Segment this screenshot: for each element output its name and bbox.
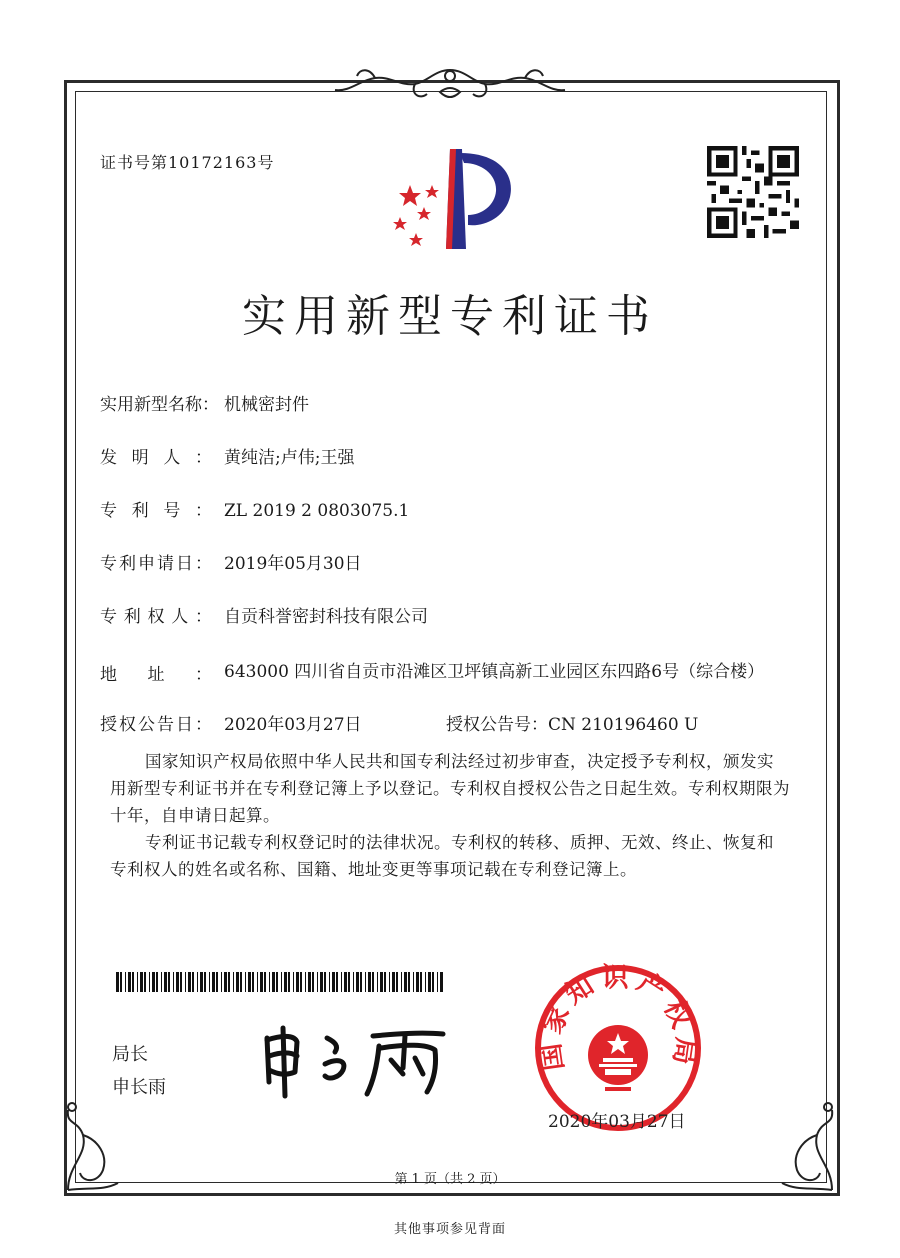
field-inventor-label: 发明人： [100,448,212,468]
director-title: 局长 [112,1044,148,1065]
field-name-value: 机械密封件 [224,395,309,415]
director-name: 申长雨 [112,1077,166,1098]
field-patent-no [100,496,409,521]
field-filing-date-value: 2019年05月30日 [224,554,362,574]
field-owner [100,602,428,627]
field-inventor [100,443,354,468]
field-pub-no [446,710,698,735]
field-inventor-value: 黄纯洁;卢伟;王强 [224,448,355,468]
top-border-ornament-icon [315,62,585,112]
field-name [100,390,309,415]
director-signature-icon [255,1020,455,1100]
patent-office-logo-icon [380,145,520,255]
field-pub-date-label: 授权公告日： [100,715,212,735]
certificate-number: 证书号第10172163号 [100,153,275,172]
field-address-label: 地址： [100,665,212,685]
field-pub-no-value: CN 210196460 U [548,715,699,735]
footer-note: 其他事项参见背面 [393,1222,506,1237]
statement-paragraph-1: 国家知识产权局依照中华人民共和国专利法经过初步审查，决定授予专利权，颁发实用新型专利证书并在专利登记簿上予以登记。专利权自授权公告之日起生效。专利权期限为十年，自申请日起算。 [110,752,790,825]
field-owner-value: 自贡科誉密封科技有限公司 [224,607,428,627]
page-number: 第 1 页（共 2 页） [394,1172,506,1187]
field-address-value: 643000 四川省自贡市沿滩区卫坪镇高新工业园区东四路6号（综合楼） [224,662,765,682]
field-pub-no-label: 授权公告号： [446,715,548,735]
statement-paragraph-2: 专利证书记载专利权登记时的法律状况。专利权的转移、质押、无效、终止、恢复和专利权人的姓名或名称、国籍、地址变更等事项记载在专利登记簿上。 [110,833,774,879]
field-name-label: 实用新型名称： [100,395,219,415]
qr-code-icon [707,146,799,238]
field-pub-date [100,710,362,735]
field-patent-no-label: 专利号： [100,501,212,521]
certificate-title: 实用新型专利证书 [242,291,658,342]
field-address [100,660,224,685]
field-filing-date [100,549,362,574]
field-patent-no-value: ZL 2019 2 0803075.1 [224,501,410,521]
field-filing-date-label: 专利申请日： [100,554,212,574]
barcode-icon [116,972,446,992]
field-pub-date-value: 2020年03月27日 [224,715,362,735]
svg-text:国家知识产权局: 国家知识产权局 [534,963,702,1073]
seal-date: 2020年03月27日 [548,1112,686,1132]
field-owner-label: 专利权人： [100,607,212,627]
